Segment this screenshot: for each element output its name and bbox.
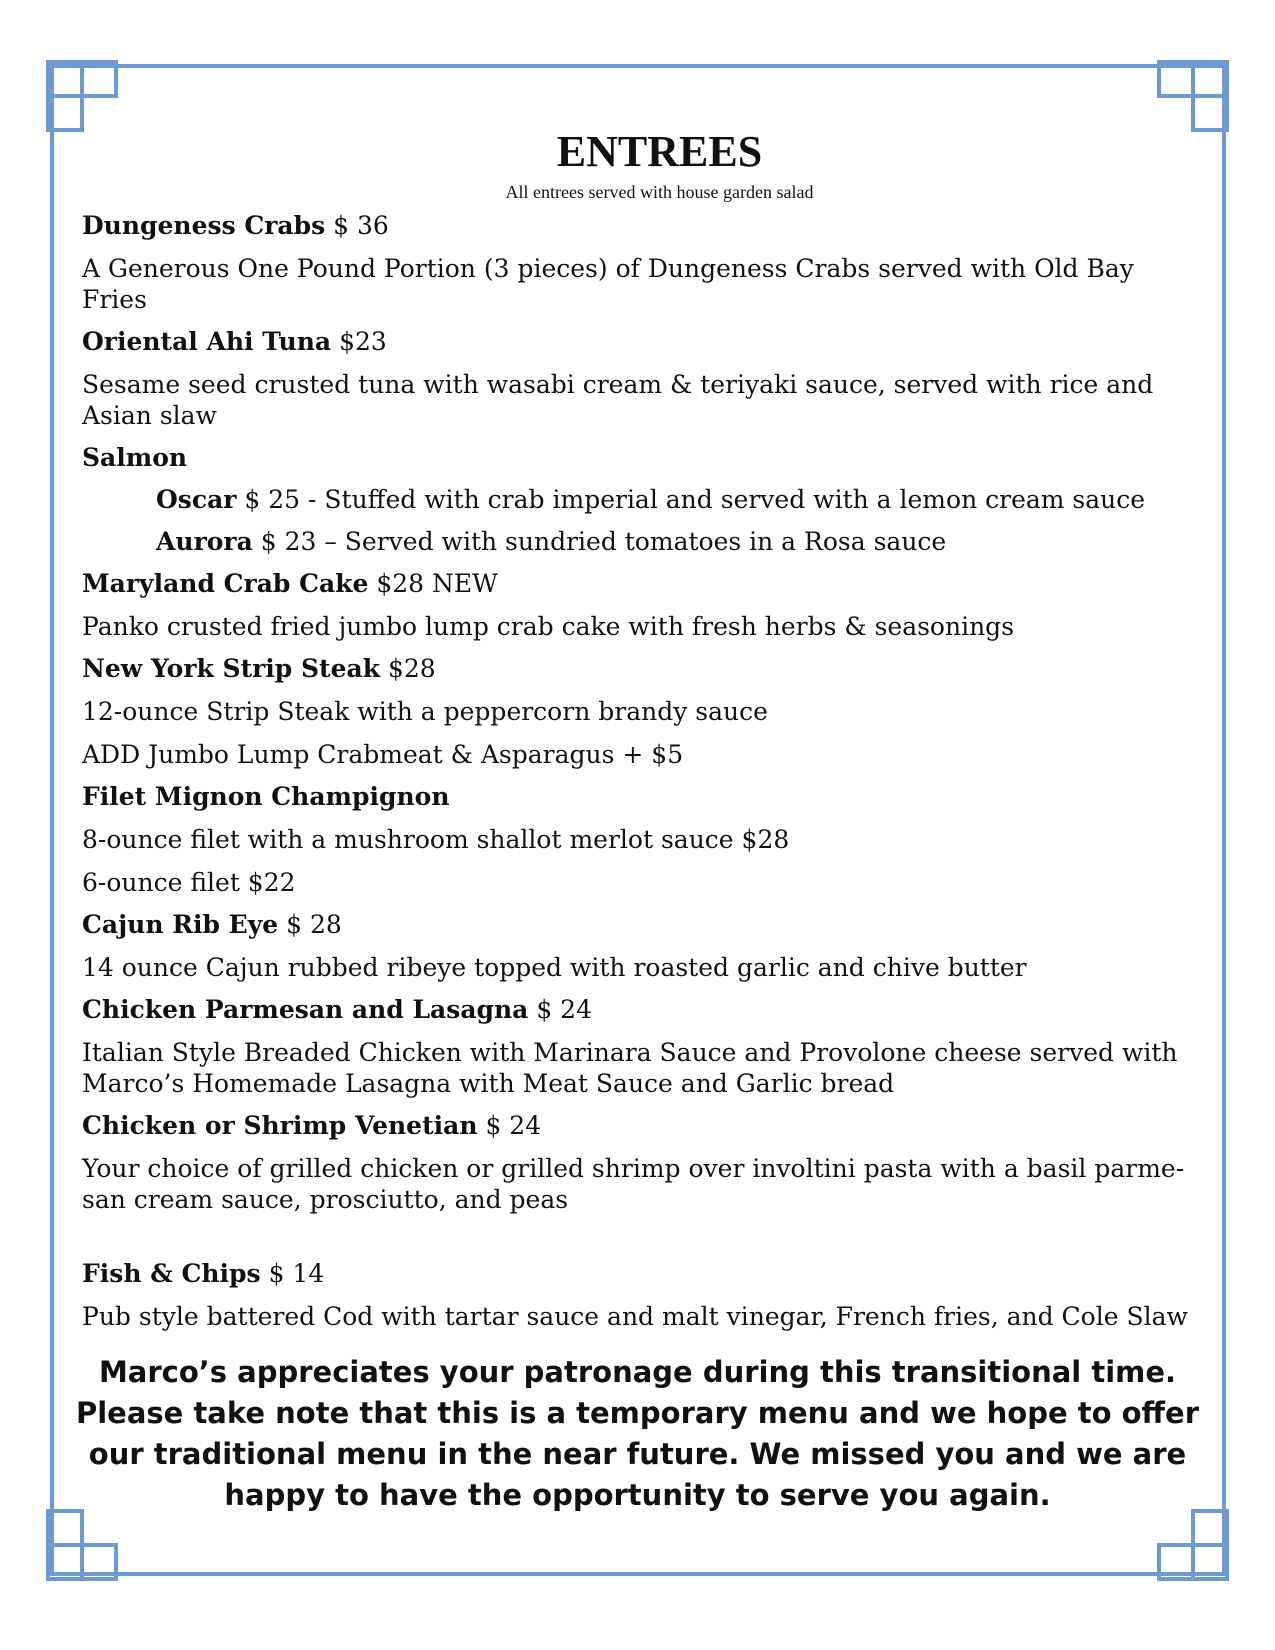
- item-strip-steak: [82, 654, 1197, 684]
- item-price: $ 24: [536, 995, 592, 1025]
- item-description: Marco’s Homemade Lasagna with Meat Sauce and Garlic bread: [82, 1069, 895, 1099]
- notice-line: happy to have the opportunity to serve you again.: [224, 1478, 1051, 1512]
- item-salmon: [82, 443, 1197, 473]
- item-name: Salmon: [82, 443, 188, 473]
- item-price: $28 NEW: [376, 569, 498, 599]
- item-name: Chicken Parmesan and Lasagna: [82, 995, 529, 1025]
- item-price: $23: [339, 327, 387, 357]
- item-filet-mignon: [82, 782, 1197, 812]
- item-price: $28: [387, 654, 436, 684]
- item-name: Oscar: [156, 485, 237, 515]
- item-price: $ 14: [268, 1259, 325, 1289]
- item-description: 12-ounce Strip Steak with a peppercorn brandy sauce: [82, 697, 768, 727]
- item-name: New York Strip Steak: [82, 654, 381, 684]
- item-crab-cake: [82, 569, 1197, 599]
- patronage-notice: [70, 1352, 1205, 1516]
- corner-ornament-bottom-right: [1157, 1509, 1229, 1581]
- corner-ornament-top-left: [46, 60, 118, 132]
- item-description: Panko crusted fried jumbo lump crab cake with fresh herbs & seasonings: [82, 612, 1015, 642]
- item-price: $ 36: [333, 211, 389, 241]
- item-description: Sesame seed crusted tuna with wasabi cream & teriyaki sauce, served with rice and: [82, 370, 1154, 400]
- item-chicken-parmesan: [82, 995, 1197, 1025]
- item-description: san cream sauce, prosciutto, and peas: [82, 1185, 569, 1215]
- item-name: Dungeness Crabs: [82, 211, 326, 241]
- page-subtitle: All entrees served with house garden salad: [505, 182, 814, 203]
- item-name: Oriental Ahi Tuna: [82, 327, 332, 357]
- item-addon: ADD Jumbo Lump Crabmeat & Asparagus + $5: [82, 740, 684, 770]
- notice-line: Marco’s appreciates your patronage during this transitional time.: [98, 1355, 1177, 1389]
- item-name: Filet Mignon Champignon: [82, 782, 450, 812]
- item-description: Asian slaw: [82, 401, 217, 431]
- item-salmon-aurora: [82, 527, 1197, 557]
- item-description: A Generous One Pound Portion (3 pieces) of Dungeness Crabs served with Old Bay Fries: [82, 254, 1134, 315]
- item-description: Pub style battered Cod with tartar sauce and malt vinegar, French fries, and Cole Slaw: [82, 1302, 1188, 1332]
- page-title: ENTREES: [556, 127, 763, 176]
- item-name: Fish & Chips: [82, 1259, 261, 1289]
- item-name: Maryland Crab Cake: [82, 569, 369, 599]
- item-description: 14 ounce Cajun rubbed ribeye topped with roasted garlic and chive butter: [82, 953, 1027, 983]
- item-detail: $ 25 - Stuffed with crab imperial and served with a lemon cream sauce: [244, 485, 1146, 515]
- item-ahi-tuna: [82, 327, 1197, 357]
- item-name: Chicken or Shrimp Venetian: [82, 1111, 478, 1141]
- item-option: 8-ounce filet with a mushroom shallot merlot sauce $28: [82, 825, 790, 855]
- item-cajun-rib-eye: [82, 910, 1197, 940]
- item-fish-chips: [82, 1259, 1197, 1289]
- item-option: 6-ounce filet $22: [82, 868, 296, 898]
- notice-line: Please take note that this is a temporary menu and we hope to offer: [75, 1396, 1200, 1430]
- item-dungeness-crabs: [82, 211, 1197, 241]
- item-price: $ 28: [286, 910, 342, 940]
- item-price: $ 24: [485, 1111, 542, 1141]
- menu-content: [82, 128, 1197, 1332]
- corner-ornament-bottom-left: [46, 1509, 118, 1581]
- item-venetian: [82, 1111, 1197, 1141]
- notice-line: our traditional menu in the near future. We missed you and we are: [88, 1437, 1187, 1471]
- item-name: Aurora: [156, 527, 253, 557]
- item-detail: $ 23 – Served with sundried tomatoes in a Rosa sauce: [260, 527, 947, 557]
- item-name: Cajun Rib Eye: [82, 910, 279, 940]
- corner-ornament-top-right: [1157, 60, 1229, 132]
- item-description: Italian Style Breaded Chicken with Marinara Sauce and Provolone cheese served with: [82, 1038, 1178, 1068]
- item-description: Your choice of grilled chicken or grilled shrimp over involtini pasta with a basil parme-: [82, 1154, 1185, 1184]
- item-salmon-oscar: [82, 485, 1197, 515]
